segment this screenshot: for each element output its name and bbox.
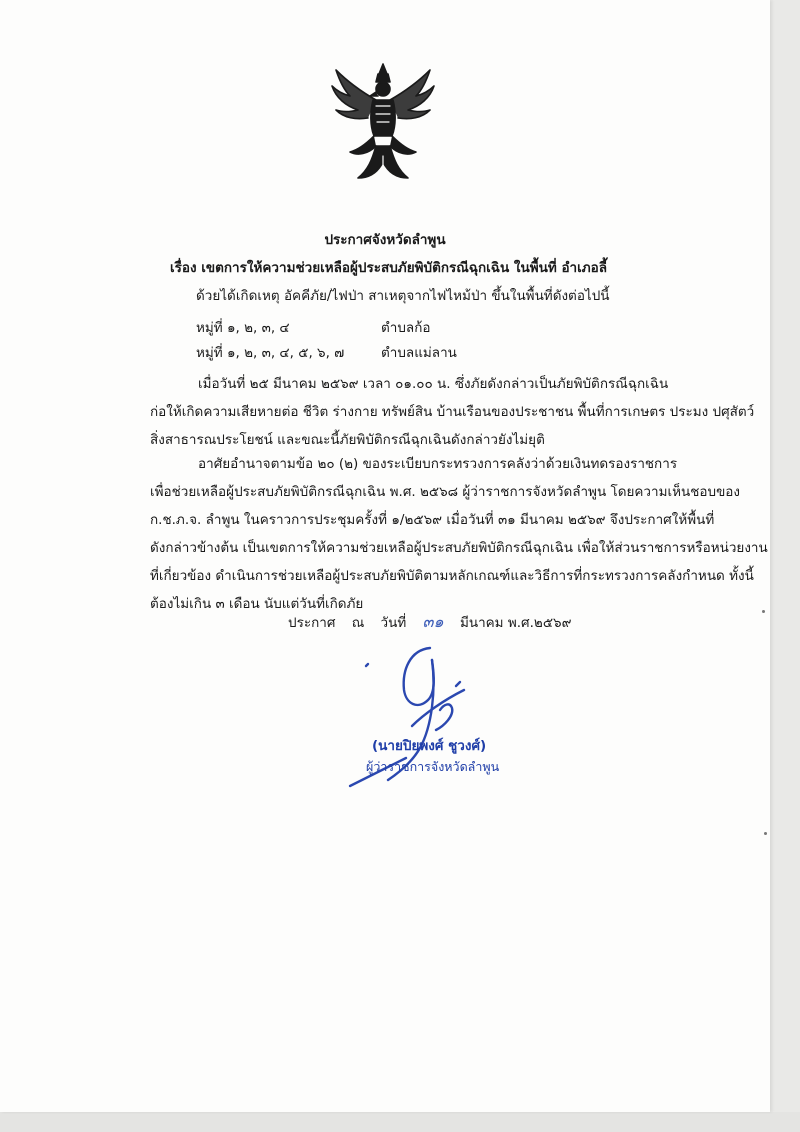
paragraph-line: ต้องไม่เกิน ๓ เดือน นับแต่วันที่เกิดภัย — [150, 596, 364, 612]
paragraph-line: ดังกล่าวข้างต้น เป็นเขตการให้ความช่วยเหลือผู้ประสบภัยพิบัติกรณีฉุกเฉิน เพื่อให้ส่วนราชการหรือหน่วยงาน — [150, 540, 768, 556]
announce-month-year: มีนาคม พ.ศ.๒๕๖๙ — [459, 615, 572, 631]
area-subdistrict: ตำบลแม่ลาน — [381, 345, 457, 361]
announce-prefix: ประกาศ — [288, 615, 336, 631]
signer-position: ผู้ว่าราชการจังหวัดลำพูน — [366, 759, 500, 774]
announcement-title: ประกาศจังหวัดลำพูน — [324, 232, 446, 248]
area-villages: หมู่ที่ ๑, ๒, ๓, ๔ — [196, 320, 290, 336]
scan-right-margin — [770, 0, 800, 1132]
paragraph-line: อาศัยอำนาจตามข้อ ๒๐ (๒) ของระเบียบกระทรวงการคลังว่าด้วยเงินทดรองราชการ — [198, 456, 678, 472]
incident-paragraph — [150, 370, 755, 454]
garuda-emblem-icon — [328, 60, 438, 186]
area-villages: หมู่ที่ ๑, ๒, ๓, ๔, ๕, ๖, ๗ — [196, 345, 345, 361]
signer-name: (นายปิยพงศ์ ชูวงศ์) — [372, 738, 487, 754]
incident-intro: ด้วยได้เกิดเหตุ อัคคีภัย/ไฟป่า สาเหตุจากไฟไหม้ป่า ขึ้นในพื้นที่ดังต่อไปนี้ — [196, 288, 610, 304]
scan-speck — [762, 610, 765, 613]
scan-bottom-margin — [0, 1112, 800, 1132]
paragraph-line: สิ่งสาธารณประโยชน์ และขณะนี้ภัยพิบัติกรณีฉุกเฉินดังกล่าวยังไม่ยุติ — [150, 432, 545, 448]
paragraph-line: เพื่อช่วยเหลือผู้ประสบภัยพิบัติกรณีฉุกเฉิน พ.ศ. ๒๕๖๘ ผู้ว่าราชการจังหวัดลำพูน โดยความเห็นชอบของ — [150, 484, 741, 500]
paragraph-line: ก.ช.ภ.จ. ลำพูน ในคราวการประชุมครั้งที่ ๑/๒๕๖๙ เมื่อวันที่ ๓๑ มีนาคม ๒๕๖๙ จึงประกาศให้พื้นที่ — [150, 512, 715, 528]
announcement-subject: เรื่อง เขตการให้ความช่วยเหลือผู้ประสบภัยพิบัติกรณีฉุกเฉิน ในพื้นที่ อำเภอลี้ — [170, 260, 608, 276]
authority-paragraph — [150, 450, 768, 618]
paragraph-line: ที่เกี่ยวข้อง ดำเนินการช่วยเหลือผู้ประสบภัยพิบัติตามหลักเกณฑ์และวิธีการที่กระทรวงการคลังกำหนด ทั้งนี้ — [150, 568, 754, 584]
scan-speck — [764, 832, 767, 835]
announce-day-label: วันที่ — [380, 615, 407, 631]
announce-day-handwritten: ๓๑ — [422, 612, 444, 631]
announce-at: ณ — [351, 615, 365, 631]
area-subdistrict: ตำบลก้อ — [381, 320, 431, 336]
paragraph-line: ก่อให้เกิดความเสียหายต่อ ชีวิต ร่างกาย ทรัพย์สิน บ้านเรือนของประชาชน พื้นที่การเกษตร ประมง ปศุสัตว์ — [150, 404, 755, 420]
paragraph-line: เมื่อวันที่ ๒๕ มีนาคม ๒๕๖๙ เวลา ๐๑.๐๐ น. ซึ่งภัยดังกล่าวเป็นภัยพิบัติกรณีฉุกเฉิน — [198, 376, 669, 392]
